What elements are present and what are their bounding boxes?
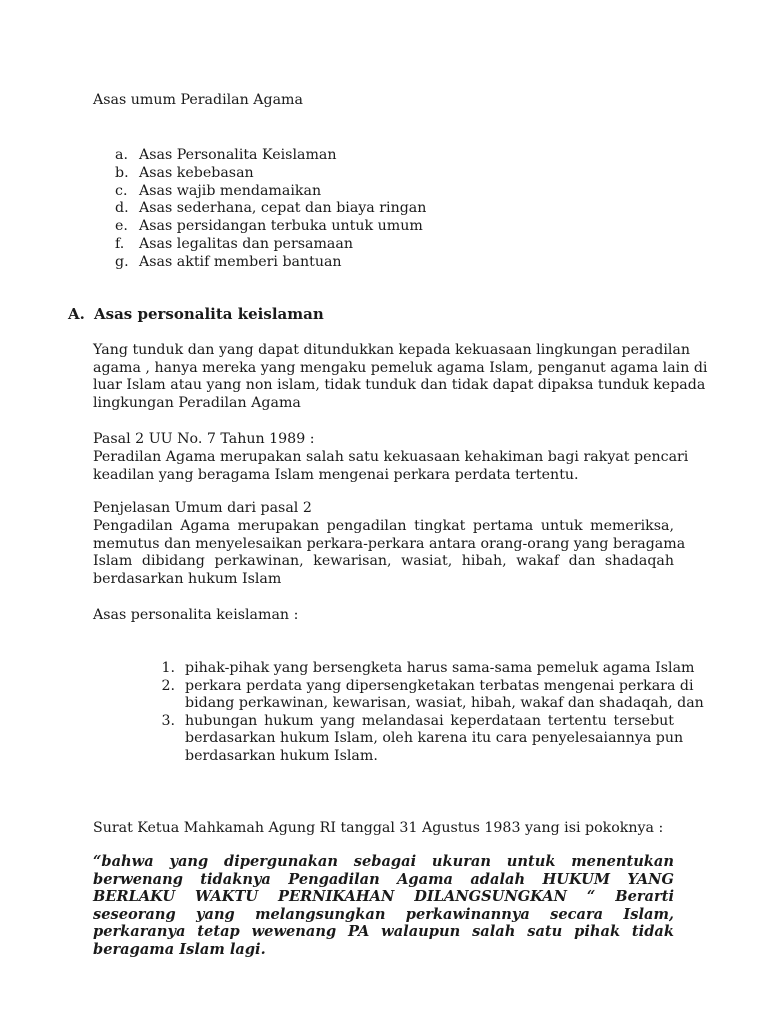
list-item [93, 677, 704, 713]
pasal-title: Pasal 2 UU No. 7 Tahun 1989 : [93, 431, 315, 447]
intro-heading: Asas umum Peradilan Agama [93, 92, 303, 108]
list-marker: 3. [161, 712, 175, 729]
asas-label: Asas personalita keislaman : [93, 607, 299, 623]
list-item [93, 200, 453, 218]
paragraph-line: memutus dan menyelesaikan perkara-perkara antara orang-orang yang beragama [93, 535, 686, 552]
list-item [93, 147, 453, 165]
list-item [93, 254, 453, 272]
list-marker: 1. [161, 660, 175, 676]
list-item [93, 712, 684, 766]
list-item-text: Asas sederhana, cepat dan biaya ringan [139, 200, 427, 217]
list-item-text: Asas Personalita Keislaman [139, 147, 337, 163]
list-item-line: hubungan hukum yang melandasai keperdataan tertentu tersebut [185, 712, 674, 729]
list-marker: f. [115, 235, 125, 252]
paragraph-personality [93, 342, 708, 412]
paragraph-line: lingkungan Peradilan Agama [93, 394, 301, 411]
list-item-line: berdasarkan hukum Islam, oleh karena itu cara penyelesaiannya pun [185, 730, 684, 747]
surat-intro: Surat Ketua Mahkamah Agung RI tanggal 31 Agustus 1983 yang isi pokoknya : [93, 820, 664, 836]
list-item-text: Asas persidangan terbuka untuk umum [139, 218, 423, 235]
paragraph-line: Yang tunduk dan yang dapat ditundukkan kepada kekuasaan lingkungan peradilan [93, 342, 690, 358]
list-item-text: Asas kebebasan [139, 164, 254, 181]
paragraph-line: Pengadilan Agama merupakan pengadilan tingkat pertama untuk memeriksa, [93, 518, 674, 534]
list-item [93, 236, 453, 254]
paragraph-line: Islam dibidang perkawinan, kewarisan, wasiat, hibah, wakaf dan shadaqah [93, 553, 674, 570]
list-marker: b. [115, 164, 129, 181]
paragraph-penjelasan [93, 518, 686, 588]
list-item [93, 183, 453, 201]
paragraph-line: luar Islam atau yang non islam, tidak tunduk dan tidak dapat dipaksa tunduk kepada [93, 377, 706, 394]
list-item-line: perkara perdata yang dipersengketakan terbatas mengenai perkara di [185, 677, 694, 694]
list-marker: d. [115, 200, 129, 217]
list-marker: g. [115, 253, 129, 270]
list-item-line: berdasarkan hukum Islam. [185, 747, 378, 764]
list-item-text: Asas legalitas dan persamaan [139, 235, 353, 252]
list-marker: a. [115, 147, 128, 163]
list-item-line: pihak-pihak yang bersengketa harus sama-sama pemeluk agama Islam [185, 660, 695, 676]
quote-line: BERLAKU WAKTU PERNIKAHAN DILANGSUNGKAN “ Berarti [93, 888, 674, 906]
paragraph-line: berdasarkan hukum Islam [93, 570, 282, 587]
principles-list [93, 147, 453, 272]
list-item-line: bidang perkawinan, kewarisan, wasiat, hibah, wakaf dan shadaqah, dan [185, 695, 704, 712]
paragraph-line: Peradilan Agama merupakan salah satu kekuasaan kehakiman bagi rakyat pencari [93, 449, 689, 465]
quote-line: seseorang yang melangsungkan perkawinannya secara Islam, [93, 905, 674, 923]
list-item-text: Asas wajib mendamaikan [139, 182, 322, 199]
list-item-text: Asas aktif memberi bantuan [139, 253, 342, 270]
asas-list [93, 660, 704, 766]
section-heading [68, 306, 324, 324]
quote-line: berwenang tidaknya Pengadilan Agama adalah HUKUM YANG [93, 870, 674, 888]
paragraph-pasal [93, 449, 689, 484]
quote-line: “bahwa yang dipergunakan sebagai ukuran untuk menentukan [93, 853, 674, 870]
list-item [93, 218, 453, 236]
list-item [93, 660, 695, 678]
paragraph-line: agama , hanya mereka yang mengaku pemeluk agama Islam, penganut agama lain di [93, 359, 708, 376]
section-letter: A. [68, 305, 85, 323]
paragraph-line: keadilan yang beragama Islam mengenai perkara perdata tertentu. [93, 466, 579, 483]
list-item [93, 165, 453, 183]
list-marker: 2. [161, 677, 175, 694]
section-title: Asas personalita keislaman [94, 305, 324, 323]
penjelasan-title: Penjelasan Umum dari pasal 2 [93, 500, 312, 516]
list-marker: c. [115, 182, 128, 199]
quote-line: perkaranya tetap wewenang PA walaupun salah satu pihak tidak [93, 923, 674, 941]
quote-line: beragama Islam lagi. [93, 940, 266, 958]
quote-block [93, 853, 674, 959]
list-marker: e. [115, 218, 128, 235]
